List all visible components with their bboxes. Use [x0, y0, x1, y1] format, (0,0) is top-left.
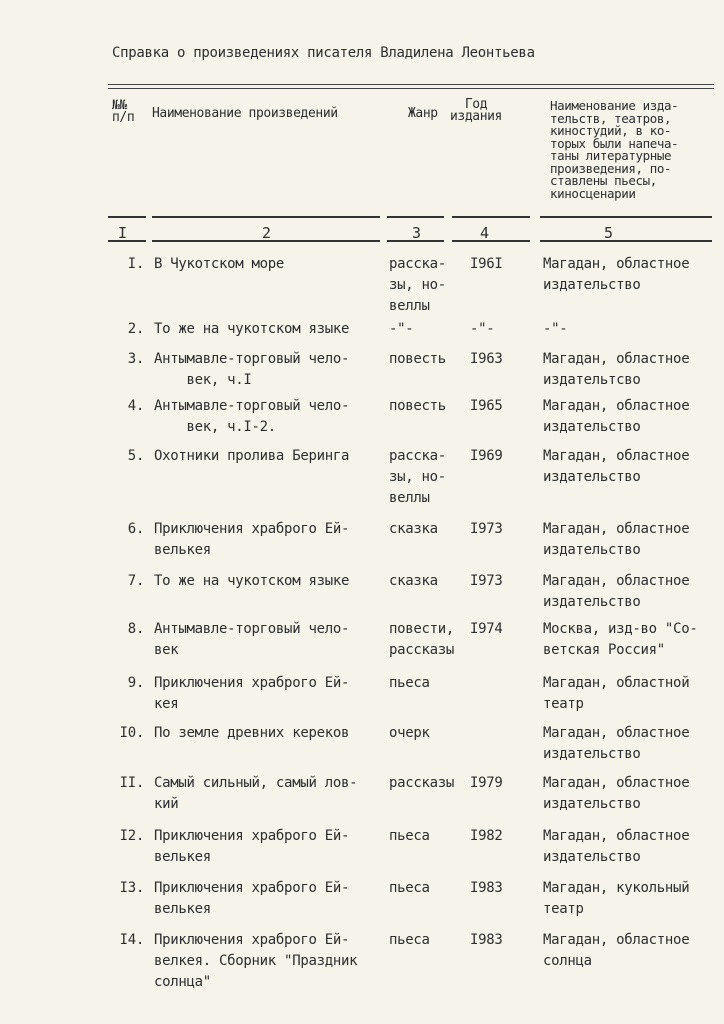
work-title: Приключения храброго Ей- кея — [154, 675, 350, 712]
work-title: Приключения храброго Ей- велькея — [154, 521, 350, 558]
publication-year: I982 — [470, 828, 503, 844]
row-number: I. — [127, 256, 144, 272]
work-title: Охотники пролива Беринга — [154, 448, 350, 464]
row-number: I2. — [119, 828, 144, 844]
publisher: -"- — [543, 321, 568, 337]
publication-year: I965 — [470, 398, 503, 414]
column-number-2: 2 — [262, 224, 272, 242]
row-number: 2. — [127, 321, 144, 337]
header-underline-2 — [152, 216, 380, 218]
header-name: Наименование произведений — [152, 106, 338, 121]
publisher: Магадан, областное солнца — [543, 932, 690, 969]
work-genre: сказка — [389, 521, 438, 537]
column-numbers-underline-3 — [387, 240, 444, 242]
publication-year: I979 — [470, 775, 503, 791]
work-title: То же на чукотском языке — [154, 573, 350, 589]
work-title: Антымавле-торговый чело- век — [154, 621, 350, 658]
publication-year: I969 — [470, 448, 503, 464]
row-number: 3. — [127, 351, 144, 367]
row-number: 6. — [127, 521, 144, 537]
header-rule-bottom — [108, 88, 714, 89]
row-number: I3. — [119, 880, 144, 896]
work-title: Самый сильный, самый лов- кий — [154, 775, 358, 812]
work-genre: -"- — [389, 321, 414, 337]
work-title: По земле древних кереков — [154, 725, 350, 741]
publisher: Магадан, областное издательство — [543, 256, 690, 293]
work-title: Приключения храброго Ей- велькея — [154, 828, 350, 865]
row-number: II. — [119, 775, 144, 791]
publisher: Магадан, областное издательство — [543, 573, 690, 610]
publisher: Магадан, кукольный театр — [543, 880, 690, 917]
work-genre: расска- зы, но- веллы — [389, 256, 446, 314]
work-genre: пьеса — [389, 932, 430, 948]
publisher: Магадан, областное издательство — [543, 828, 690, 865]
column-numbers-underline-1 — [108, 240, 146, 242]
publication-year: I983 — [470, 880, 503, 896]
row-number: I0. — [119, 725, 144, 741]
publication-year: -"- — [470, 321, 495, 337]
row-number: 4. — [127, 398, 144, 414]
header-underline-1 — [108, 216, 146, 218]
work-genre: очерк — [389, 725, 430, 741]
publisher: Магадан, областной театр — [543, 675, 690, 712]
header-number: №№ п/п — [112, 98, 135, 125]
work-title: То же на чукотском языке — [154, 321, 350, 337]
header-rule-top — [108, 84, 714, 85]
row-number: I4. — [119, 932, 144, 948]
work-title: Антымавле-торговый чело- век, ч.I — [154, 351, 350, 388]
row-number: 7. — [127, 573, 144, 589]
column-number-4: 4 — [480, 224, 490, 242]
work-genre: повести, рассказы — [389, 621, 455, 658]
header-underline-4 — [452, 216, 530, 218]
row-number: 8. — [127, 621, 144, 637]
row-number: 5. — [127, 448, 144, 464]
publication-year: I973 — [470, 521, 503, 537]
column-number-1: I — [118, 224, 128, 242]
column-numbers-underline-2 — [152, 240, 380, 242]
work-genre: повесть — [389, 398, 446, 414]
publisher: Магадан, областное издательство — [543, 775, 690, 812]
header-publisher: Наименование изда- тельств, театров, киностудий, в ко- торых были напеча- таны литературные произведения, по- ставлены пьесы, киносценарии — [550, 98, 679, 201]
publisher: Магадан, областное издательство — [543, 398, 690, 435]
header-underline-3 — [387, 216, 444, 218]
document-title: Справка о произведениях писателя Владилена Леонтьева — [112, 45, 535, 61]
row-number: 9. — [127, 675, 144, 691]
work-genre: повесть — [389, 351, 446, 367]
publication-year: I983 — [470, 932, 503, 948]
column-number-3: 3 — [412, 224, 422, 242]
work-genre: рассказы — [389, 775, 455, 791]
work-title: В Чукотском море — [154, 256, 285, 272]
work-genre: расска- зы, но- веллы — [389, 448, 446, 506]
column-numbers-underline-5 — [540, 240, 712, 242]
column-number-5: 5 — [604, 224, 614, 242]
publisher: Москва, изд-во "Со- ветская Россия" — [543, 621, 698, 658]
publisher: Магадан, областное издательство — [543, 448, 690, 485]
work-genre: пьеса — [389, 828, 430, 844]
header-genre: Жанр — [408, 106, 438, 121]
header-year: Год издания — [450, 97, 502, 124]
publisher: Магадан, областное издательство — [543, 725, 690, 762]
work-title: Приключения храброго Ей- велкея. Сборник "Праздник солнца" — [154, 932, 358, 990]
publisher: Магадан, областное издательтсво — [543, 351, 690, 388]
work-title: Приключения храброго Ей- велькея — [154, 880, 350, 917]
work-genre: пьеса — [389, 880, 430, 896]
publication-year: I96I — [470, 256, 503, 272]
work-genre: пьеса — [389, 675, 430, 691]
work-genre: сказка — [389, 573, 438, 589]
header-underline-5 — [540, 216, 712, 218]
publication-year: I974 — [470, 621, 503, 637]
publisher: Магадан, областное издательство — [543, 521, 690, 558]
work-title: Антымавле-торговый чело- век, ч.I-2. — [154, 398, 350, 435]
column-numbers-underline-4 — [452, 240, 530, 242]
publication-year: I963 — [470, 351, 503, 367]
publication-year: I973 — [470, 573, 503, 589]
